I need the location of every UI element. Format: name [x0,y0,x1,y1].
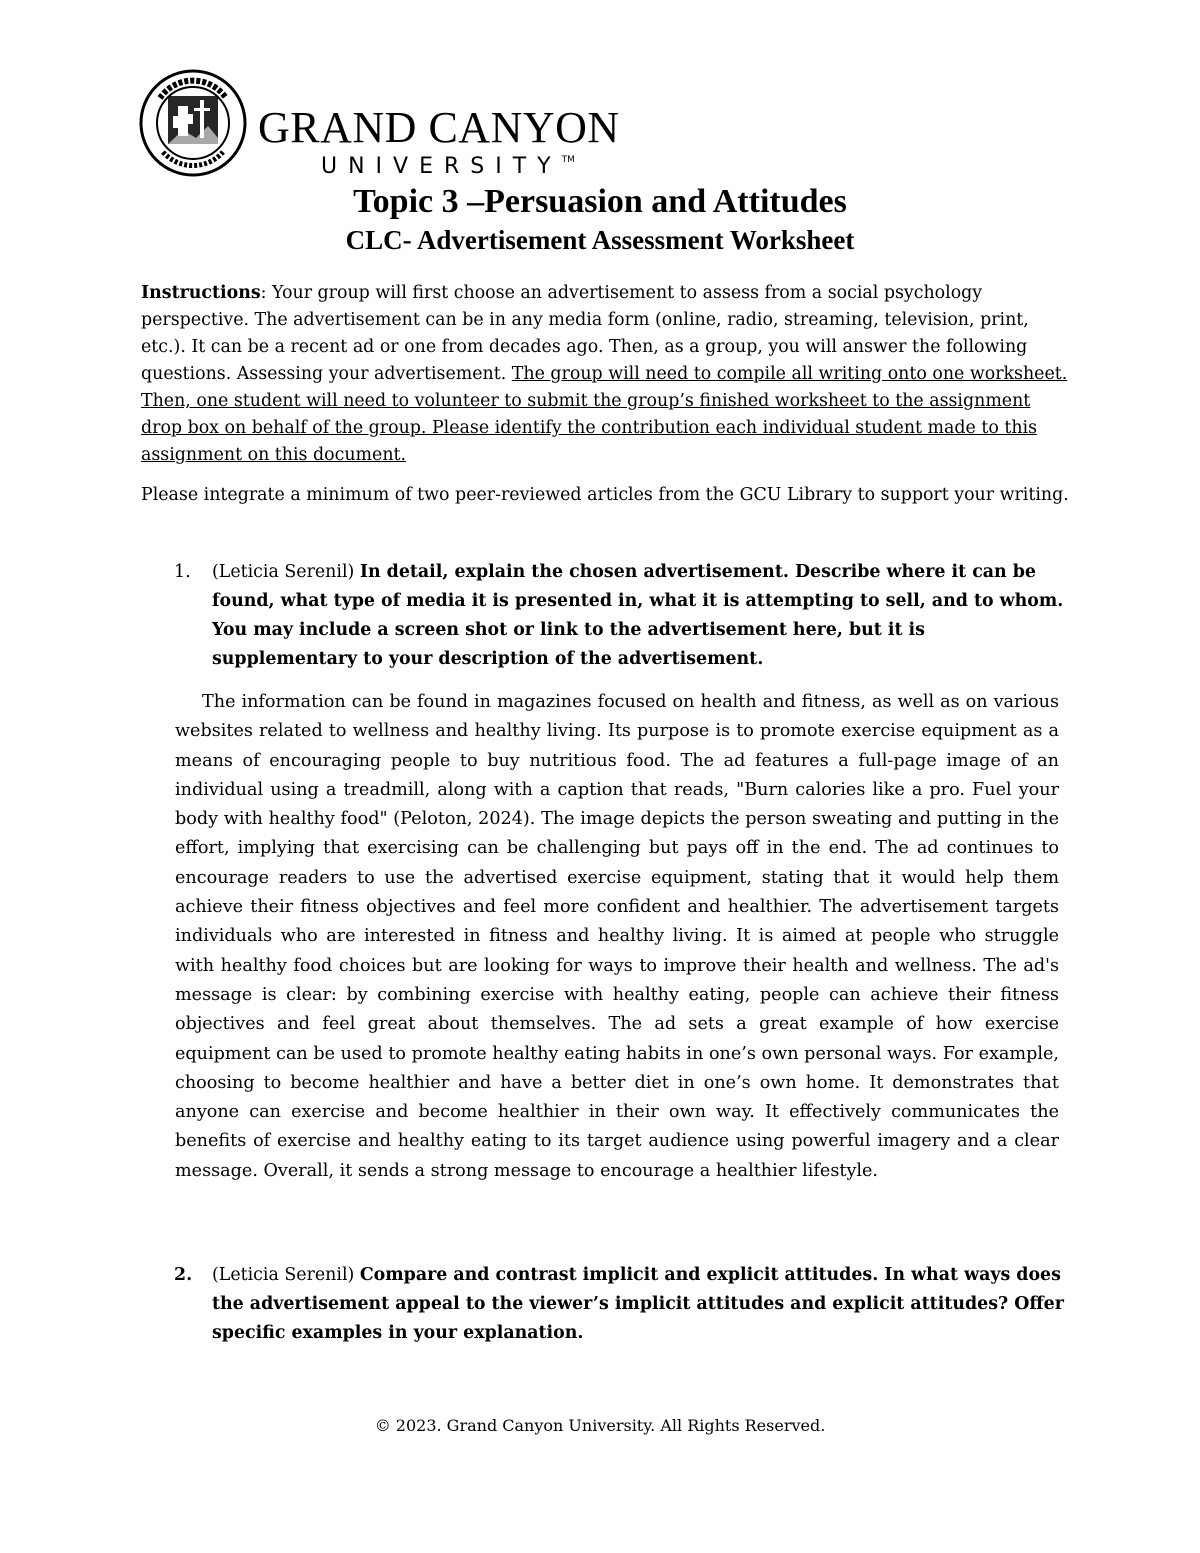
logo-name-line2 [321,156,575,178]
page-title: Topic 3 –Persuasion and Attitudes [353,183,847,220]
question-prompt: Compare and contrast implicit and explicit attitudes. In what ways does the advertisement appeal to the viewer’s implicit attitudes and explicit attitudes? Offer specific examples in your explanation. [212,1265,1064,1343]
integrate-note: Please integrate a minimum of two peer-reviewed articles from the GCU Library to support your writing. [141,485,1069,505]
question-body [212,1261,1071,1348]
question-number: 1. [174,562,191,582]
instructions-colon: : [260,283,267,303]
question-1 [141,558,1071,674]
question-author: (Leticia Serenil) [212,562,360,582]
answer-1-text: The information can be found in magazines focused on health and fitness, as well as on various websites related to wellness and healthy living. Its purpose is to promote exercise equipment as a means of encouraging people to buy nutritious food. The ad features a full-page image of an individual using a treadmill, along with a caption that reads, "Burn calories like a pro. Fuel your body with healthy food" (Peloton, 2024). The image depicts the person sweating and putting in the effort, implying that exercising can be challenging but pays off in the end. The ad continues to encourage readers to use the advertised exercise equipment, stating that it would help them achieve their fitness objectives and feel more confident and healthier. The advertisement targets individuals who are interested in fitness and healthy living. It is aimed at people who struggle with healthy food choices but are looking for ways to improve their health and wellness. The ad's message is clear: by combining exercise with healthy eating, people can achieve their fitness objectives and feel great about themselves. The ad sets a great example of how exercise equipment can be used to promote healthy eating habits in one’s own personal ways. For example, choosing to become healthier and have a better diet in one’s own home. It demonstrates that anyone can exercise and become healthier in their own way. It effectively communicates the benefits of exercise and healthy eating to its target audience using powerful imagery and a clear message. Overall, it sends a strong message to encourage a healthier lifestyle. [175,692,1059,1181]
page-subtitle: CLC- Advertisement Assessment Worksheet [345,225,855,255]
logo-name-line1: GRAND CANYON [258,103,620,152]
question-body [212,558,1071,674]
instructions-paragraph [141,280,1071,469]
copyright-footer: © 2023. Grand Canyon University. All Rights Reserved. [374,1416,826,1435]
university-logo [138,68,618,188]
logo-name-line2-text: UNIVERSITY [321,154,562,179]
instructions-underlined-text: The group will need to compile all writing onto one worksheet. Then, one student will need to volunteer to submit the group’s finished worksheet to the assignment drop box on behalf of the group. Please identify the contribution each individual student made to this assignment on this document. [141,364,1068,465]
trademark-mark: TM [561,155,575,165]
question-number: 2. [174,1265,193,1285]
question-author: (Leticia Serenil) [212,1265,360,1285]
instructions-label: Instructions [141,283,261,303]
question-prompt: In detail, explain the chosen advertisement. Describe where it can be found, what type of media it is presented in, what it is attempting to sell, and to whom. You may include a screen shot or link to the advertisement here, but it is supplementary to your description of the advertisement. [212,562,1064,669]
instructions-text: Your group will first choose an advertisement to assess from a social psychology perspective. The advertisement can be in any media form (online, radio, streaming, television, print, etc.). It can be a recent ad or one from decades ago. Then, as a group, you will answer the following questions. Assessing your advertisement. [141,283,1029,384]
university-seal-icon [138,68,248,178]
question-2 [141,1261,1071,1348]
